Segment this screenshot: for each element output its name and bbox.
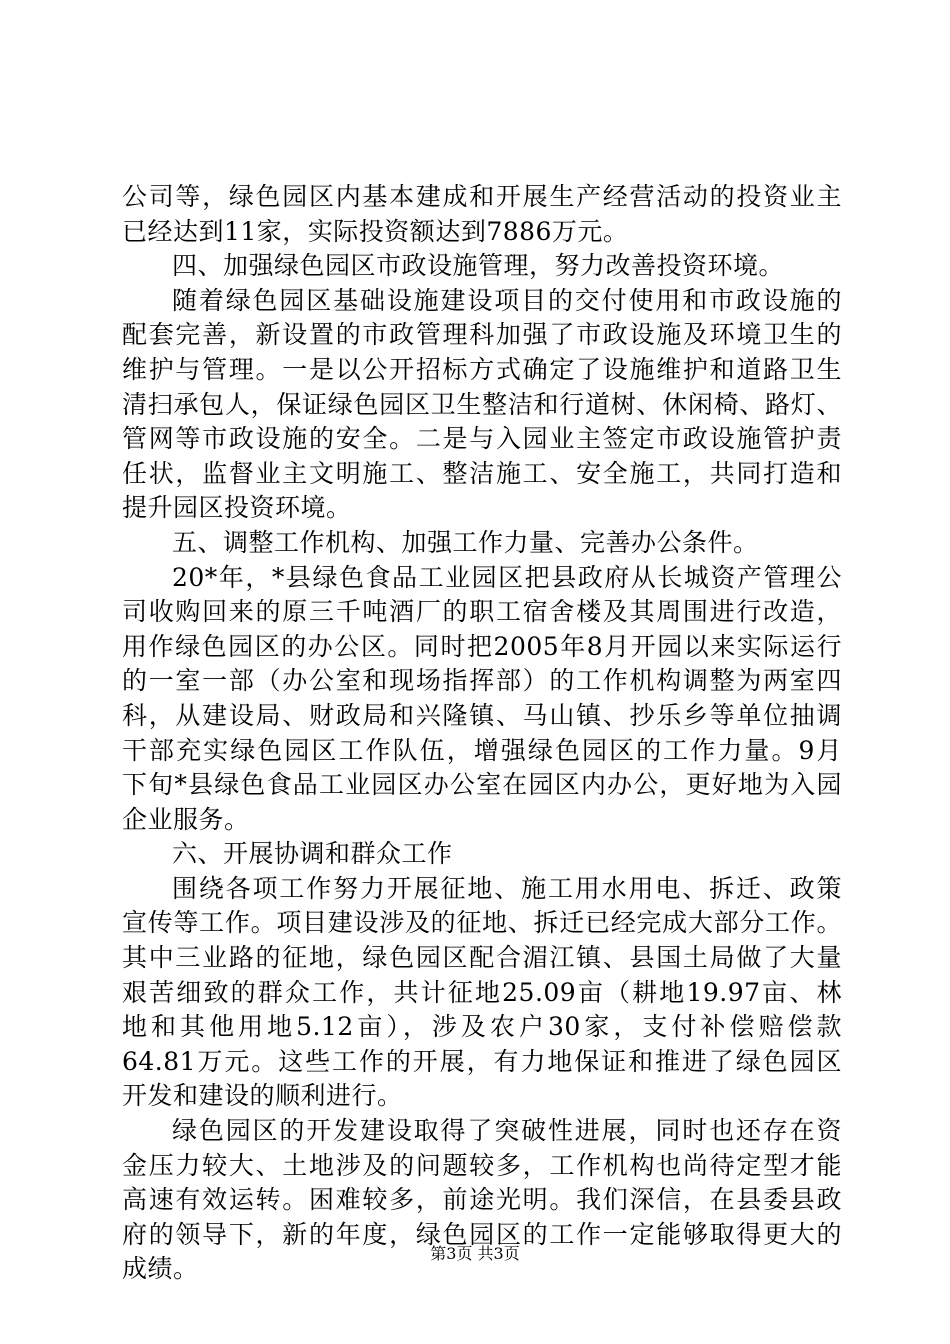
body-line: 府的领导下，新的年度，绿色园区的工作一定能够取得更大的 bbox=[122, 1219, 842, 1249]
body-line: 提升园区投资环境。 bbox=[122, 493, 352, 523]
body-line: 企业服务。 bbox=[122, 804, 250, 834]
body-line: 地和其他用地5.12亩），涉及农户30家，支付补偿赔偿款 bbox=[122, 1012, 842, 1042]
body-line: 公司等，绿色园区内基本建成和开展生产经营活动的投资业主 bbox=[122, 182, 842, 211]
section-heading: 六、开展协调和群众工作 bbox=[172, 839, 453, 869]
body-line: 下旬*县绿色食品工业园区办公室在园区内办公，更好地为入园 bbox=[122, 770, 842, 800]
body-line: 随着绿色园区基础设施建设项目的交付使用和市政设施的 bbox=[172, 285, 842, 315]
body-line: 高速有效运转。困难较多，前途光明。我们深信，在县委县政 bbox=[122, 1185, 842, 1215]
body-line: 清扫承包人，保证绿色园区卫生整洁和行道树、休闲椅、路灯、 bbox=[122, 389, 842, 419]
document-body bbox=[122, 180, 842, 1287]
body-line: 科，从建设局、财政局和兴隆镇、马山镇、抄乐乡等单位抽调 bbox=[122, 700, 842, 730]
body-line: 宣传等工作。项目建设涉及的征地、拆迁已经完成大部分工作。 bbox=[122, 908, 842, 938]
page-number: 第3页 共3页 bbox=[430, 1244, 520, 1263]
body-line: 的一室一部（办公室和现场指挥部）的工作机构调整为两室四 bbox=[122, 666, 842, 696]
body-line: 已经达到11家，实际投资额达到7886万元。 bbox=[122, 216, 629, 246]
body-line: 其中三业路的征地，绿色园区配合湄江镇、县国土局做了大量 bbox=[122, 943, 842, 973]
body-line: 绿色园区的开发建设取得了突破性进展，同时也还存在资 bbox=[172, 1116, 842, 1146]
body-line: 艰苦细致的群众工作，共计征地25.09亩（耕地19.97亩、林 bbox=[122, 977, 842, 1007]
body-line: 管网等市政设施的安全。二是与入园业主签定市政设施管护责 bbox=[122, 424, 842, 454]
body-line: 成绩。 bbox=[122, 1254, 199, 1284]
body-line: 维护与管理。一是以公开招标方式确定了设施维护和道路卫生 bbox=[122, 354, 842, 384]
body-line: 司收购回来的原三千吨酒厂的职工宿舍楼及其周围进行改造， bbox=[122, 597, 842, 627]
body-line: 开发和建设的顺利进行。 bbox=[122, 1081, 403, 1111]
body-line: 金压力较大、土地涉及的问题较多，工作机构也尚待定型才能 bbox=[122, 1150, 842, 1180]
body-line: 64.81万元。这些工作的开展，有力地保证和推进了绿色园区 bbox=[122, 1046, 842, 1076]
section-heading: 五、调整工作机构、加强工作力量、完善办公条件。 bbox=[172, 527, 759, 557]
body-line: 干部充实绿色园区工作队伍，增强绿色园区的工作力量。9月 bbox=[122, 735, 842, 765]
body-line: 围绕各项工作努力开展征地、施工用水用电、拆迁、政策 bbox=[172, 873, 842, 903]
body-line: 20*年，*县绿色食品工业园区把县政府从长城资产管理公 bbox=[172, 562, 842, 592]
body-line: 用作绿色园区的办公区。同时把2005年8月开园以来实际运行 bbox=[122, 631, 842, 661]
section-heading: 四、加强绿色园区市政设施管理，努力改善投资环境。 bbox=[172, 251, 785, 281]
body-line: 配套完善，新设置的市政管理科加强了市政设施及环境卫生的 bbox=[122, 320, 842, 350]
body-line: 任状，监督业主文明施工、整洁施工、安全施工，共同打造和 bbox=[122, 458, 842, 488]
